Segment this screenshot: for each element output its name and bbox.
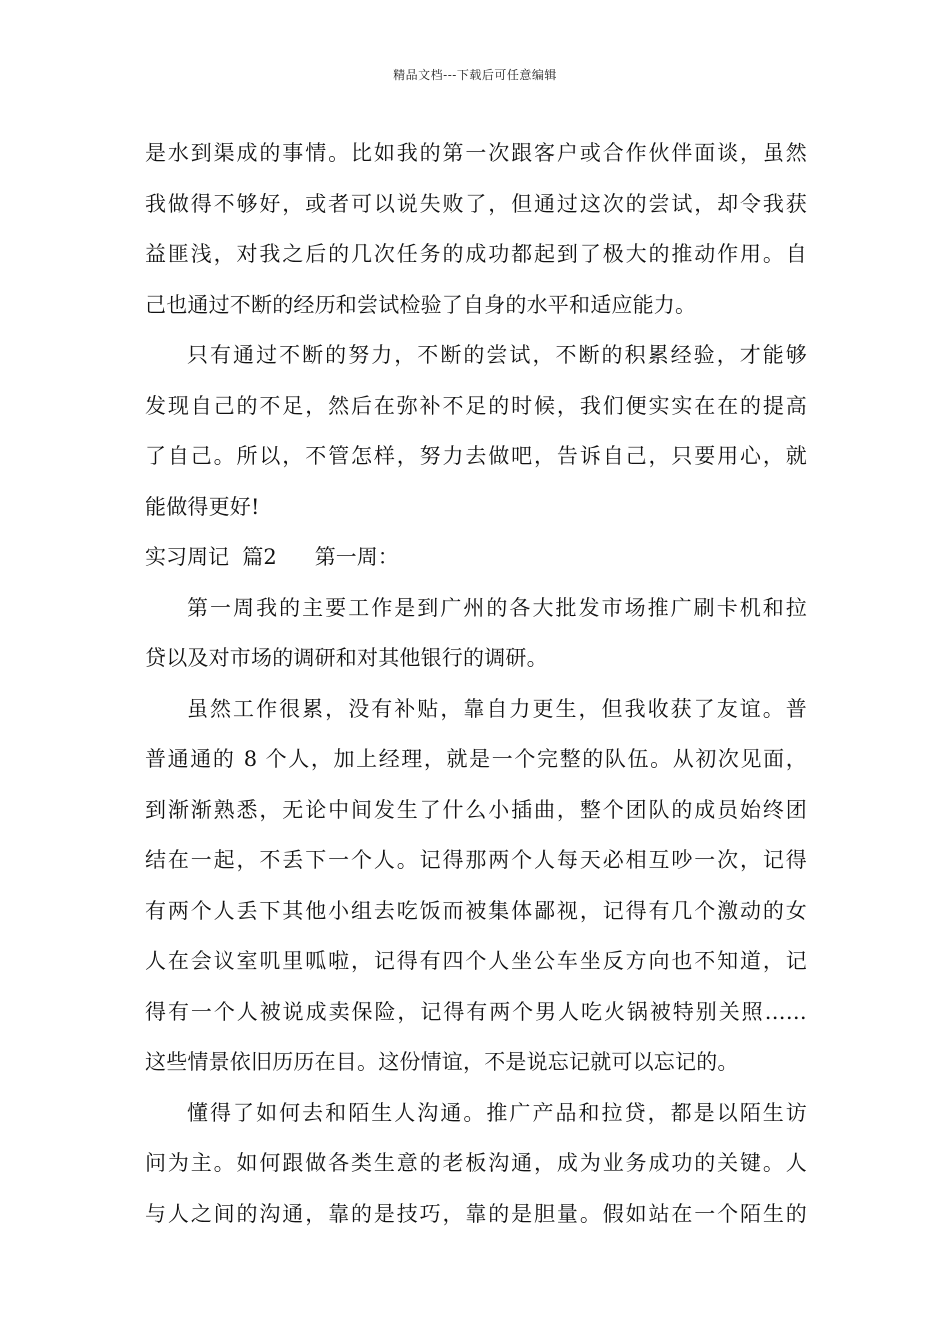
text-line: 了自己。所以，不管怎样，努力去做吧，告诉自己，只要用心，就 [145,444,807,468]
paragraph [145,684,807,1088]
text-line: 到渐渐熟悉，无论中间发生了什么小插曲，整个团队的成员始终团 [145,797,807,822]
text-line: 是水到渠成的事情。比如我的第一次跟客户或合作伙伴面谈，虽然 [145,141,807,165]
text-line: 有两个人丢下其他小组去吃饭而被集体鄙视，记得有几个激动的女 [145,898,807,923]
text-line: 只有通过不断的努力，不断的尝试，不断的积累经验，才能够 [187,343,807,367]
text-line: 己也通过不断的经历和尝试检验了自身的水平和适应能力。 [145,292,697,317]
paragraph [145,128,807,330]
document-body [145,128,807,1239]
text-line: 益匪浅，对我之后的几次任务的成功都起到了极大的推动作用。自 [145,242,807,266]
text-line: 问为主。如何跟做各类生意的老板沟通，成为业务成功的关键。人 [145,1151,807,1175]
text-line: 人在会议室叽里呱啦，记得有四个人坐公车坐反方向也不知道，记 [145,949,807,973]
section-heading [145,532,807,583]
text-line: 虽然工作很累，没有补贴，靠自力更生，但我收获了友谊。普 [187,696,807,721]
page-header: 精品文档---下载后可任意编辑 [393,68,557,82]
text-line: 发现自己的不足，然后在弥补不足的时候，我们便实实在在的提高 [145,393,807,418]
paragraph [145,583,807,684]
text-line: 能做得更好! [145,494,260,519]
text-line: 这些情景依旧历历在目。这份情谊，不是说忘记就可以忘记的。 [145,1050,739,1074]
paragraph [145,330,807,532]
text-line: 贷以及对市场的调研和对其他银行的调研。 [145,646,548,670]
section-subtitle: 第一周： [314,545,399,569]
text-line: 得有一个人被说成卖保险，记得有两个男人吃火锅被特别关照…… [145,999,807,1024]
text-line: 第一周我的主要工作是到广州的各大批发市场推广刷卡机和拉 [187,595,807,620]
text-line: 懂得了如何去和陌生人沟通。推广产品和拉贷，都是以陌生访 [187,1100,807,1125]
text-line: 与人之间的沟通，靠的是技巧，靠的是胆量。假如站在一个陌生的 [145,1201,807,1226]
section-title: 实习周记 篇2 [145,545,277,569]
paragraph [145,1088,807,1240]
text-line: 普通通的 8 个人，加上经理，就是一个完整的队伍。从初次见面， [145,747,807,771]
text-line: 我做得不够好，或者可以说失败了，但通过这次的尝试，却令我获 [145,191,807,216]
text-line: 结在一起，不丢下一个人。记得那两个人每天必相互吵一次，记得 [145,848,807,872]
